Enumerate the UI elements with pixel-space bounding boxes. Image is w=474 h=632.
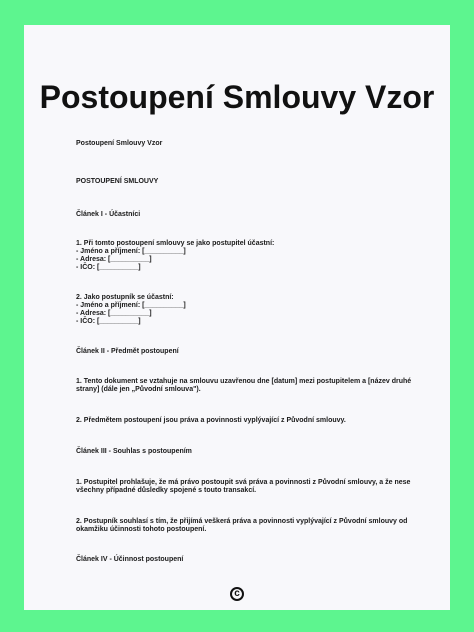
article3-p2-line1: 2. Postupník souhlasí s tím, že přijímá veškerá práva a povinnosti vyplývající z Původní smlouvy od — [76, 518, 408, 525]
article1-p2-line1: 2. Jako postupník se účastní: — [76, 294, 174, 301]
article4-heading: Článek IV - Účinnost postoupení — [76, 556, 184, 563]
article2-p1-line2: strany] (dále jen „Původní smlouva"). — [76, 386, 201, 393]
article3-p1-line1: 1. Postupitel prohlašuje, že má právo postoupit svá práva a povinnosti z Původní smlouvy, a že nese — [76, 479, 411, 486]
article3-p1-line2: všechny případné důsledky spojené s touto transakcí. — [76, 487, 257, 494]
article1-p1-line4: - IČO: [__________] — [76, 264, 141, 271]
article1-p1-line2: - Jméno a příjmení: [__________] — [76, 248, 186, 255]
page-title: Postoupení Smlouvy Vzor — [39, 79, 435, 115]
article3-heading: Článek III - Souhlas s postoupením — [76, 448, 192, 455]
article1-p2-line3: - Adresa: [__________] — [76, 310, 152, 317]
article1-p2-line4: - IČO: [__________] — [76, 318, 141, 325]
article1-p2-line2: - Jméno a příjmení: [__________] — [76, 302, 186, 309]
article1-heading: Článek I - Účastníci — [76, 211, 141, 218]
article3-p2-line2: okamžiku účinnosti tohoto postoupení. — [76, 526, 207, 533]
article2-p2: 2. Předmětem postoupení jsou práva a povinnosti vyplývající z Původní smlouvy. — [76, 417, 346, 424]
doc-heading: POSTOUPENÍ SMLOUVY — [76, 178, 159, 185]
article2-heading: Článek II - Předmět postoupení — [76, 348, 179, 355]
copyright-icon: c — [230, 587, 244, 601]
article2-p1-line1: 1. Tento dokument se vztahuje na smlouvu uzavřenou dne [datum] mezi postupitelem a [název druhé — [76, 378, 412, 385]
doc-title: Postoupení Smlouvy Vzor — [76, 140, 163, 147]
document-page — [24, 25, 450, 610]
article1-p1-line3: - Adresa: [__________] — [76, 256, 152, 263]
article1-p1-line1: 1. Při tomto postoupení smlouvy se jako postupitel účastní: — [76, 240, 275, 247]
